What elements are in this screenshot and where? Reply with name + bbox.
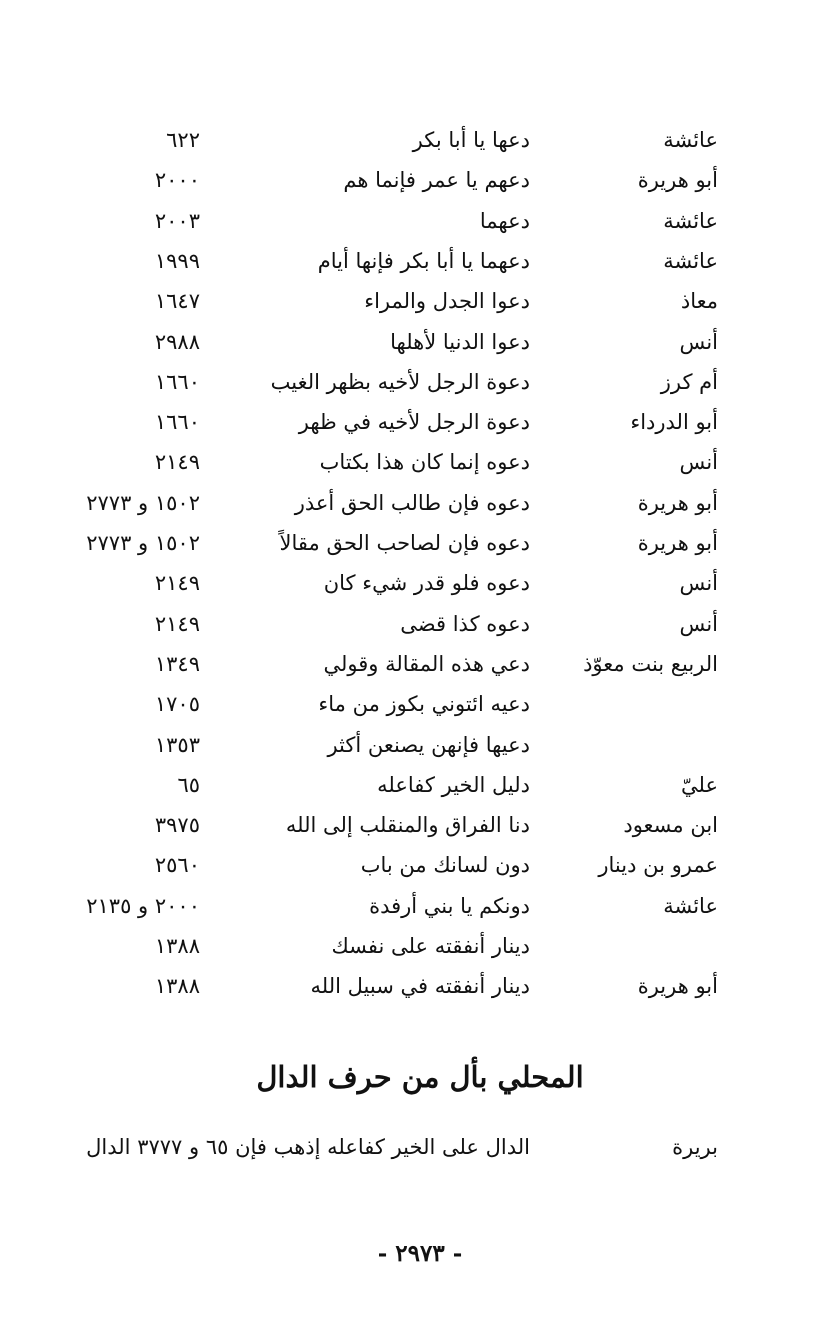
hadith-opening: دعيه ائتوني بكوز من ماء: [318, 692, 530, 717]
hadith-number: ١٦٦٠: [154, 410, 200, 435]
hadith-number: ٣٩٧٥: [154, 813, 200, 838]
index-row: [0, 281, 840, 321]
index-row: [0, 322, 840, 362]
narrator-name: الربيع بنت معوّذ: [583, 651, 718, 676]
hadith-number: ١٩٩٩: [154, 248, 200, 273]
hadith-opening: دعوة الرجل لأخيه في ظهر: [298, 410, 530, 435]
index-row: [0, 241, 840, 281]
hadith-number: ٢٠٠٣: [154, 208, 200, 233]
index-row: [0, 765, 840, 805]
narrator-name: أنس: [679, 571, 718, 596]
hadith-opening: دونكم يا بني أرفدة: [369, 893, 530, 918]
narrator-name: عائشة: [663, 893, 718, 918]
hadith-opening: دعهما يا أبا بكر فإنها أيام: [317, 248, 530, 273]
narrator-name: أنس: [679, 450, 718, 475]
hadith-number: ١٣٥٣: [154, 732, 200, 757]
hadith-opening: دعها يا أبا بكر: [412, 128, 530, 152]
hadith-opening: دعوا الدنيا لأهلها: [390, 329, 530, 354]
hadith-opening: دينار أنفقته في سبيل الله: [310, 974, 530, 999]
index-row: [0, 684, 840, 724]
hadith-opening: دعهما: [479, 208, 530, 233]
section-heading: المحلي بأل من حرف الدال: [256, 1060, 584, 1094]
hadith-opening: دليل الخير كفاعله: [377, 772, 530, 797]
narrator-name: عمرو بن دينار: [598, 853, 718, 878]
narrator-name: أبو هريرة: [637, 974, 718, 999]
hadith-number: ٦٢٢: [166, 128, 200, 152]
narrator-name: أنس: [679, 329, 718, 354]
index-row: [0, 725, 840, 765]
index-row: [0, 845, 840, 885]
hadith-number: ١٥٠٢ و ٢٧٧٣: [86, 531, 200, 555]
hadith-opening: دعوه فلو قدر شيء كان: [323, 571, 530, 596]
index-row: [0, 523, 840, 563]
narrator-name: أم كرز: [660, 369, 718, 394]
section-entry-text: الدال على الخير كفاعله إذهب فإن ٦٥ و ٣٧٧٧ الدال: [86, 1135, 530, 1159]
hadith-number: ١٣٤٩: [154, 651, 200, 676]
hadith-opening: دعوه إنما كان هذا بكتاب: [319, 450, 530, 475]
index-row: [0, 926, 840, 966]
hadith-opening: دعوة الرجل لأخيه بظهر الغيب: [270, 369, 530, 394]
section-entry-narrator: بريرة: [672, 1135, 718, 1159]
hadith-number: ١٣٨٨: [154, 974, 200, 999]
hadith-number: ١٦٦٠: [154, 369, 200, 394]
hadith-number: ٢٠٠٠ و ٢١٣٥: [86, 893, 200, 918]
hadith-opening: دعوه فإن طالب الحق أعذر: [294, 490, 530, 515]
hadith-number: ٦٥: [177, 772, 200, 797]
narrator-name: عائشة: [663, 248, 718, 273]
index-row: [0, 563, 840, 603]
hadith-number: ٢٥٦٠: [154, 853, 200, 878]
index-row: [0, 644, 840, 684]
hadith-opening: دعي هذه المقالة وقولي: [323, 651, 530, 676]
index-row: [0, 201, 840, 241]
hadith-number: ٢٠٠٠: [154, 168, 200, 193]
index-row: [0, 483, 840, 523]
narrator-name: ابن مسعود: [623, 813, 718, 838]
hadith-number: ٢١٤٩: [154, 571, 200, 596]
narrator-name: عائشة: [663, 208, 718, 233]
index-row: [0, 442, 840, 482]
narrator-name: أنس: [679, 611, 718, 636]
hadith-opening: دعوه فإن لصاحب الحق مقالاً: [279, 531, 530, 555]
hadith-number: ١٧٠٥: [154, 692, 200, 717]
hadith-opening: دنا الفراق والمنقلب إلى الله: [285, 813, 530, 838]
index-row: [0, 966, 840, 1006]
index-row: [0, 402, 840, 442]
narrator-name: أبو هريرة: [637, 168, 718, 193]
hadith-opening: دعوا الجدل والمراء: [364, 289, 530, 314]
hadith-number: ١٥٠٢ و ٢٧٧٣: [86, 490, 200, 515]
hadith-number: ١٣٨٨: [154, 934, 200, 958]
index-row: [0, 160, 840, 200]
narrator-name: عائشة: [663, 128, 718, 152]
hadith-number: ٢٩٨٨: [154, 329, 200, 354]
index-row: [0, 805, 840, 845]
index-row: [0, 886, 840, 926]
narrator-name: عليّ: [681, 772, 718, 797]
narrator-name: أبو هريرة: [637, 490, 718, 515]
narrator-name: أبو الدرداء: [630, 410, 718, 435]
index-row: [0, 604, 840, 644]
narrator-name: معاذ: [680, 289, 718, 314]
index-row: [0, 362, 840, 402]
hadith-opening: دعيها فإنهن يصنعن أكثر: [327, 732, 530, 757]
hadith-number: ٢١٤٩: [154, 611, 200, 636]
narrator-name: أبو هريرة: [637, 531, 718, 555]
index-row: [0, 120, 840, 160]
page-number: - ٢٩٧٣ -: [377, 1240, 463, 1267]
hadith-opening: دعهم يا عمر فإنما هم: [343, 168, 530, 193]
hadith-number: ٢١٤٩: [154, 450, 200, 475]
hadith-opening: دعوه كذا قضى: [400, 611, 530, 636]
hadith-number: ١٦٤٧: [154, 289, 200, 314]
hadith-opening: دون لسانك من باب: [360, 853, 530, 878]
hadith-opening: دينار أنفقته على نفسك: [331, 934, 530, 958]
